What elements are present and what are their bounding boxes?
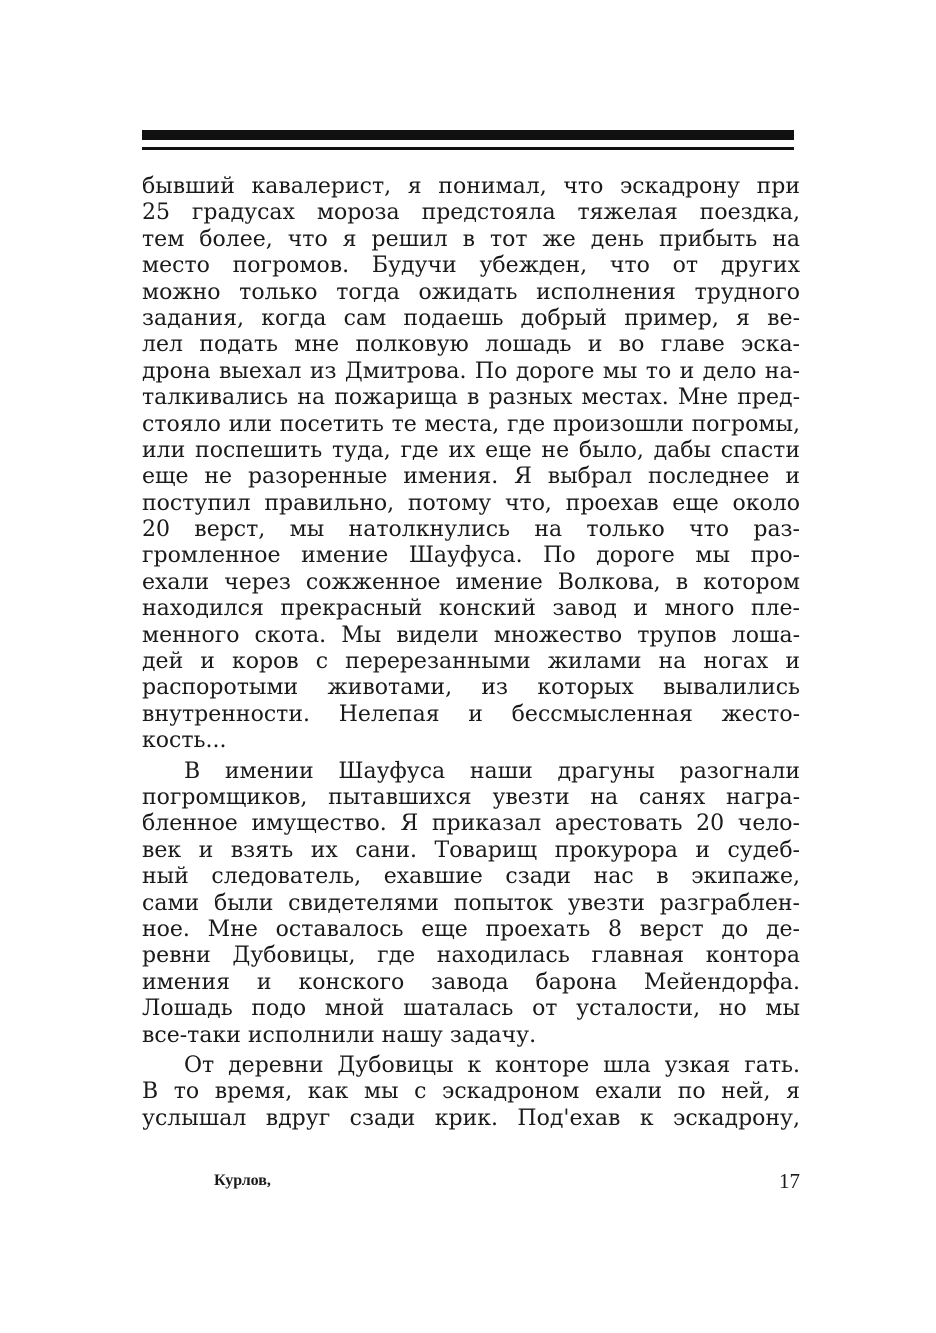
text-line: век и взять их сани. Товарищ прокурора и судеб- xyxy=(142,837,800,863)
text-line: поступил правильно, потому что, проехав еще около xyxy=(142,490,800,516)
text-line: погромщиков, пытавшихся увезти на санях награ- xyxy=(142,784,800,810)
text-line: еще не разоренные имения. Я выбрал последнее и xyxy=(142,464,800,490)
text-line: громленное имение Шауфуса. По дороге мы про- xyxy=(142,543,800,569)
text-line: кость... xyxy=(142,728,227,754)
paragraph-2 xyxy=(142,759,800,1049)
text-line: внутренности. Нелепая и бессмысленная жесто- xyxy=(142,701,800,727)
text-line: дрона выехал из Дмитрова. По дороге мы то и дело на- xyxy=(142,358,800,384)
body-text xyxy=(142,174,800,1132)
text-line: все-таки исполнили нашу задачу. xyxy=(142,1022,537,1048)
paragraph-1 xyxy=(142,174,800,755)
header-rule-thick xyxy=(142,130,794,140)
text-line: Лошадь подо мной шаталась от усталости, но мы xyxy=(142,996,800,1022)
text-line: распоротыми животами, из которых вывалились xyxy=(142,675,800,701)
page-number: 17 xyxy=(779,1169,800,1193)
text-line: В то время, как мы с эскадроном ехали по ней, я xyxy=(142,1079,800,1105)
text-line: 20 верст, мы натолкнулись на только что раз- xyxy=(142,517,800,543)
text-line: ное. Мне оставалось еще проехать 8 верст до де- xyxy=(142,916,800,942)
text-line: или поспешить туда, где их еще не было, дабы спасти xyxy=(142,437,800,463)
text-line: менного скота. Мы видели множество трупов лоша- xyxy=(142,622,800,648)
text-line: В имении Шауфуса наши драгуны разогнали xyxy=(184,758,800,784)
header-rule-thin xyxy=(142,147,794,150)
text-line: лел подать мне полковую лошадь и во главе эска- xyxy=(142,332,800,358)
page-footer xyxy=(142,1166,800,1196)
text-line: сами были свидетелями попыток увезти разграблен- xyxy=(142,890,800,916)
text-line: дей и коров с перерезанными жилами на ногах и xyxy=(142,649,800,675)
text-line: ный следователь, ехавшие сзади нас в экипаже, xyxy=(142,864,800,890)
paragraph-3 xyxy=(142,1053,800,1132)
text-line: стояло или посетить те места, где произошли погромы, xyxy=(142,411,800,437)
text-line: находился прекрасный конский завод и много пле- xyxy=(142,596,800,622)
text-line: тем более, что я решил в тот же день прибыть на xyxy=(142,226,800,252)
text-line: место погромов. Будучи убежден, что от других xyxy=(142,253,800,279)
text-line: бленное имущество. Я приказал арестовать 20 чело- xyxy=(142,811,800,837)
text-line: талкивались на пожарища в разных местах. Мне пред- xyxy=(142,385,800,411)
text-line: ехали через сожженное имение Волкова, в котором xyxy=(142,569,800,595)
text-line: От деревни Дубовицы к конторе шла узкая гать. xyxy=(184,1052,800,1078)
text-line: задания, когда сам подаешь добрый пример, я ве- xyxy=(142,305,800,331)
text-line: имения и конского завода барона Мейендорфа. xyxy=(142,969,800,995)
text-line: 25 градусах мороза предстояла тяжелая поездка, xyxy=(142,200,800,226)
text-line: можно только тогда ожидать исполнения трудного xyxy=(142,279,800,305)
text-line: бывший кавалерист, я понимал, что эскадрону при xyxy=(142,174,800,199)
text-line: услышал вдруг сзади крик. Под'ехав к эскадрону, xyxy=(142,1105,800,1131)
footer-signature: Курлов, xyxy=(214,1172,271,1189)
text-line: ревни Дубовицы, где находилась главная контора xyxy=(142,943,800,969)
